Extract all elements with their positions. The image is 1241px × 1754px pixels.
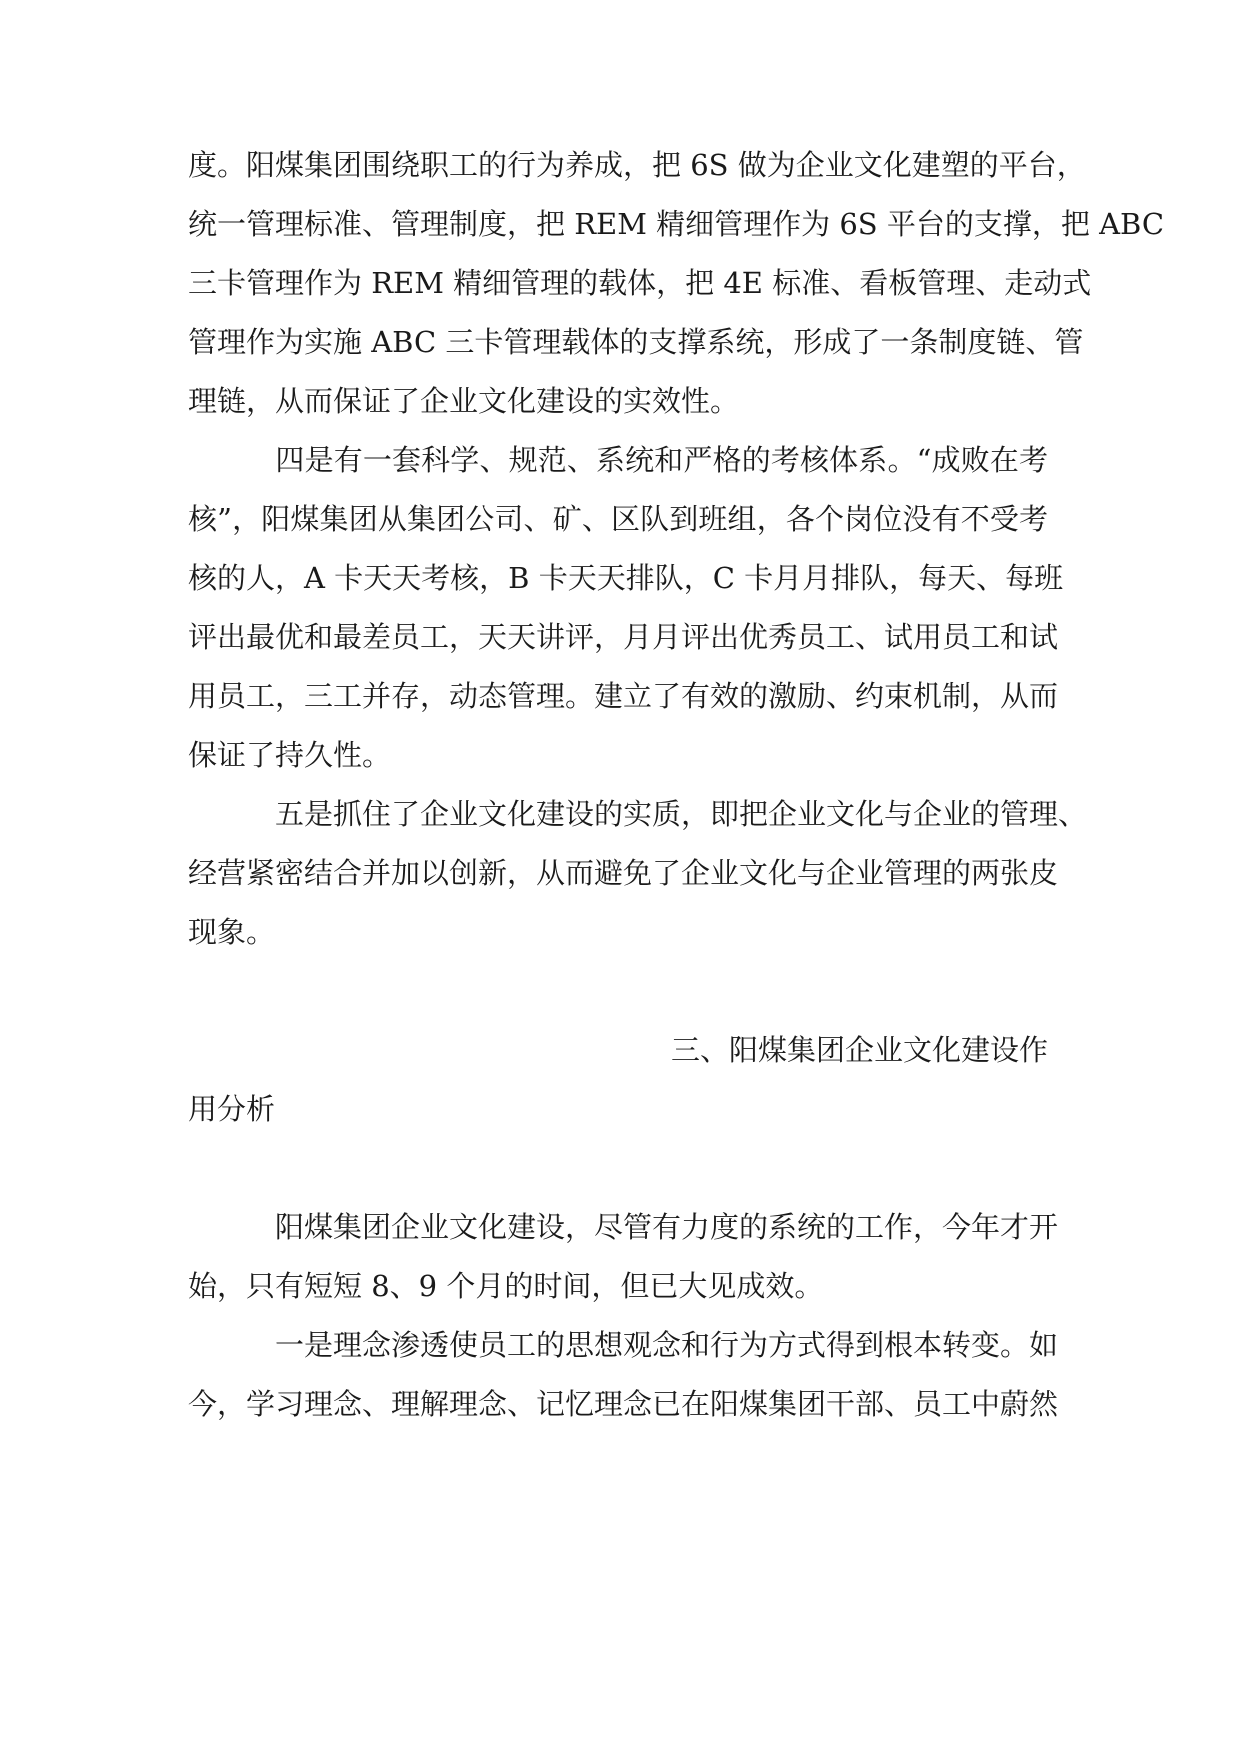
paragraph-start-line: 一是理念渗透使员工的思想观念和行为方式得到根本转变。如 [188,1328,1059,1362]
paragraph-start-line: 五是抓住了企业文化建设的实质，即把企业文化与企业的管理、 [188,797,1088,831]
text-line: 核”，阳煤集团从集团公司、矿、区队到班组，各个岗位没有不受考 [188,502,1048,536]
text-line: 三卡管理作为 REM 精细管理的载体，把 4E 标准、看板管理、走动式 [188,266,1092,300]
section-heading-continuation: 用分析 [188,1092,276,1126]
paragraph-start-line: 阳煤集团企业文化建设，尽管有力度的系统的工作，今年才开 [188,1210,1059,1244]
text-line: 今，学习理念、理解理念、记忆理念已在阳煤集团干部、员工中蔚然 [188,1387,1059,1421]
text-line: 度。阳煤集团围绕职工的行为养成，把 6S 做为企业文化建塑的平台， [188,148,1086,182]
text-line: 管理作为实施 ABC 三卡管理载体的支撑系统，形成了一条制度链、管 [188,325,1084,359]
text-line: 核的人，A 卡天天考核，B 卡天天排队，C 卡月月排队，每天、每班 [188,561,1064,595]
paragraph-start-line: 四是有一套科学、规范、系统和严格的考核体系。“成败在考 [188,443,1048,477]
text-line: 统一管理标准、管理制度，把 REM 精细管理作为 6S 平台的支撑，把 ABC [188,207,1165,241]
text-line: 评出最优和最差员工，天天讲评，月月评出优秀员工、试用员工和试 [188,620,1059,654]
text-line: 经营紧密结合并加以创新，从而避免了企业文化与企业管理的两张皮 [188,856,1059,890]
text-line: 用员工，三工并存，动态管理。建立了有效的激励、约束机制，从而 [188,679,1059,713]
text-line: 始，只有短短 8、9 个月的时间，但已大见成效。 [188,1269,824,1303]
text-line: 现象。 [188,915,276,949]
section-heading: 三、阳煤集团企业文化建设作 [670,1033,1048,1067]
text-line: 理链，从而保证了企业文化建设的实效性。 [188,384,740,418]
text-line: 保证了持久性。 [188,738,392,772]
